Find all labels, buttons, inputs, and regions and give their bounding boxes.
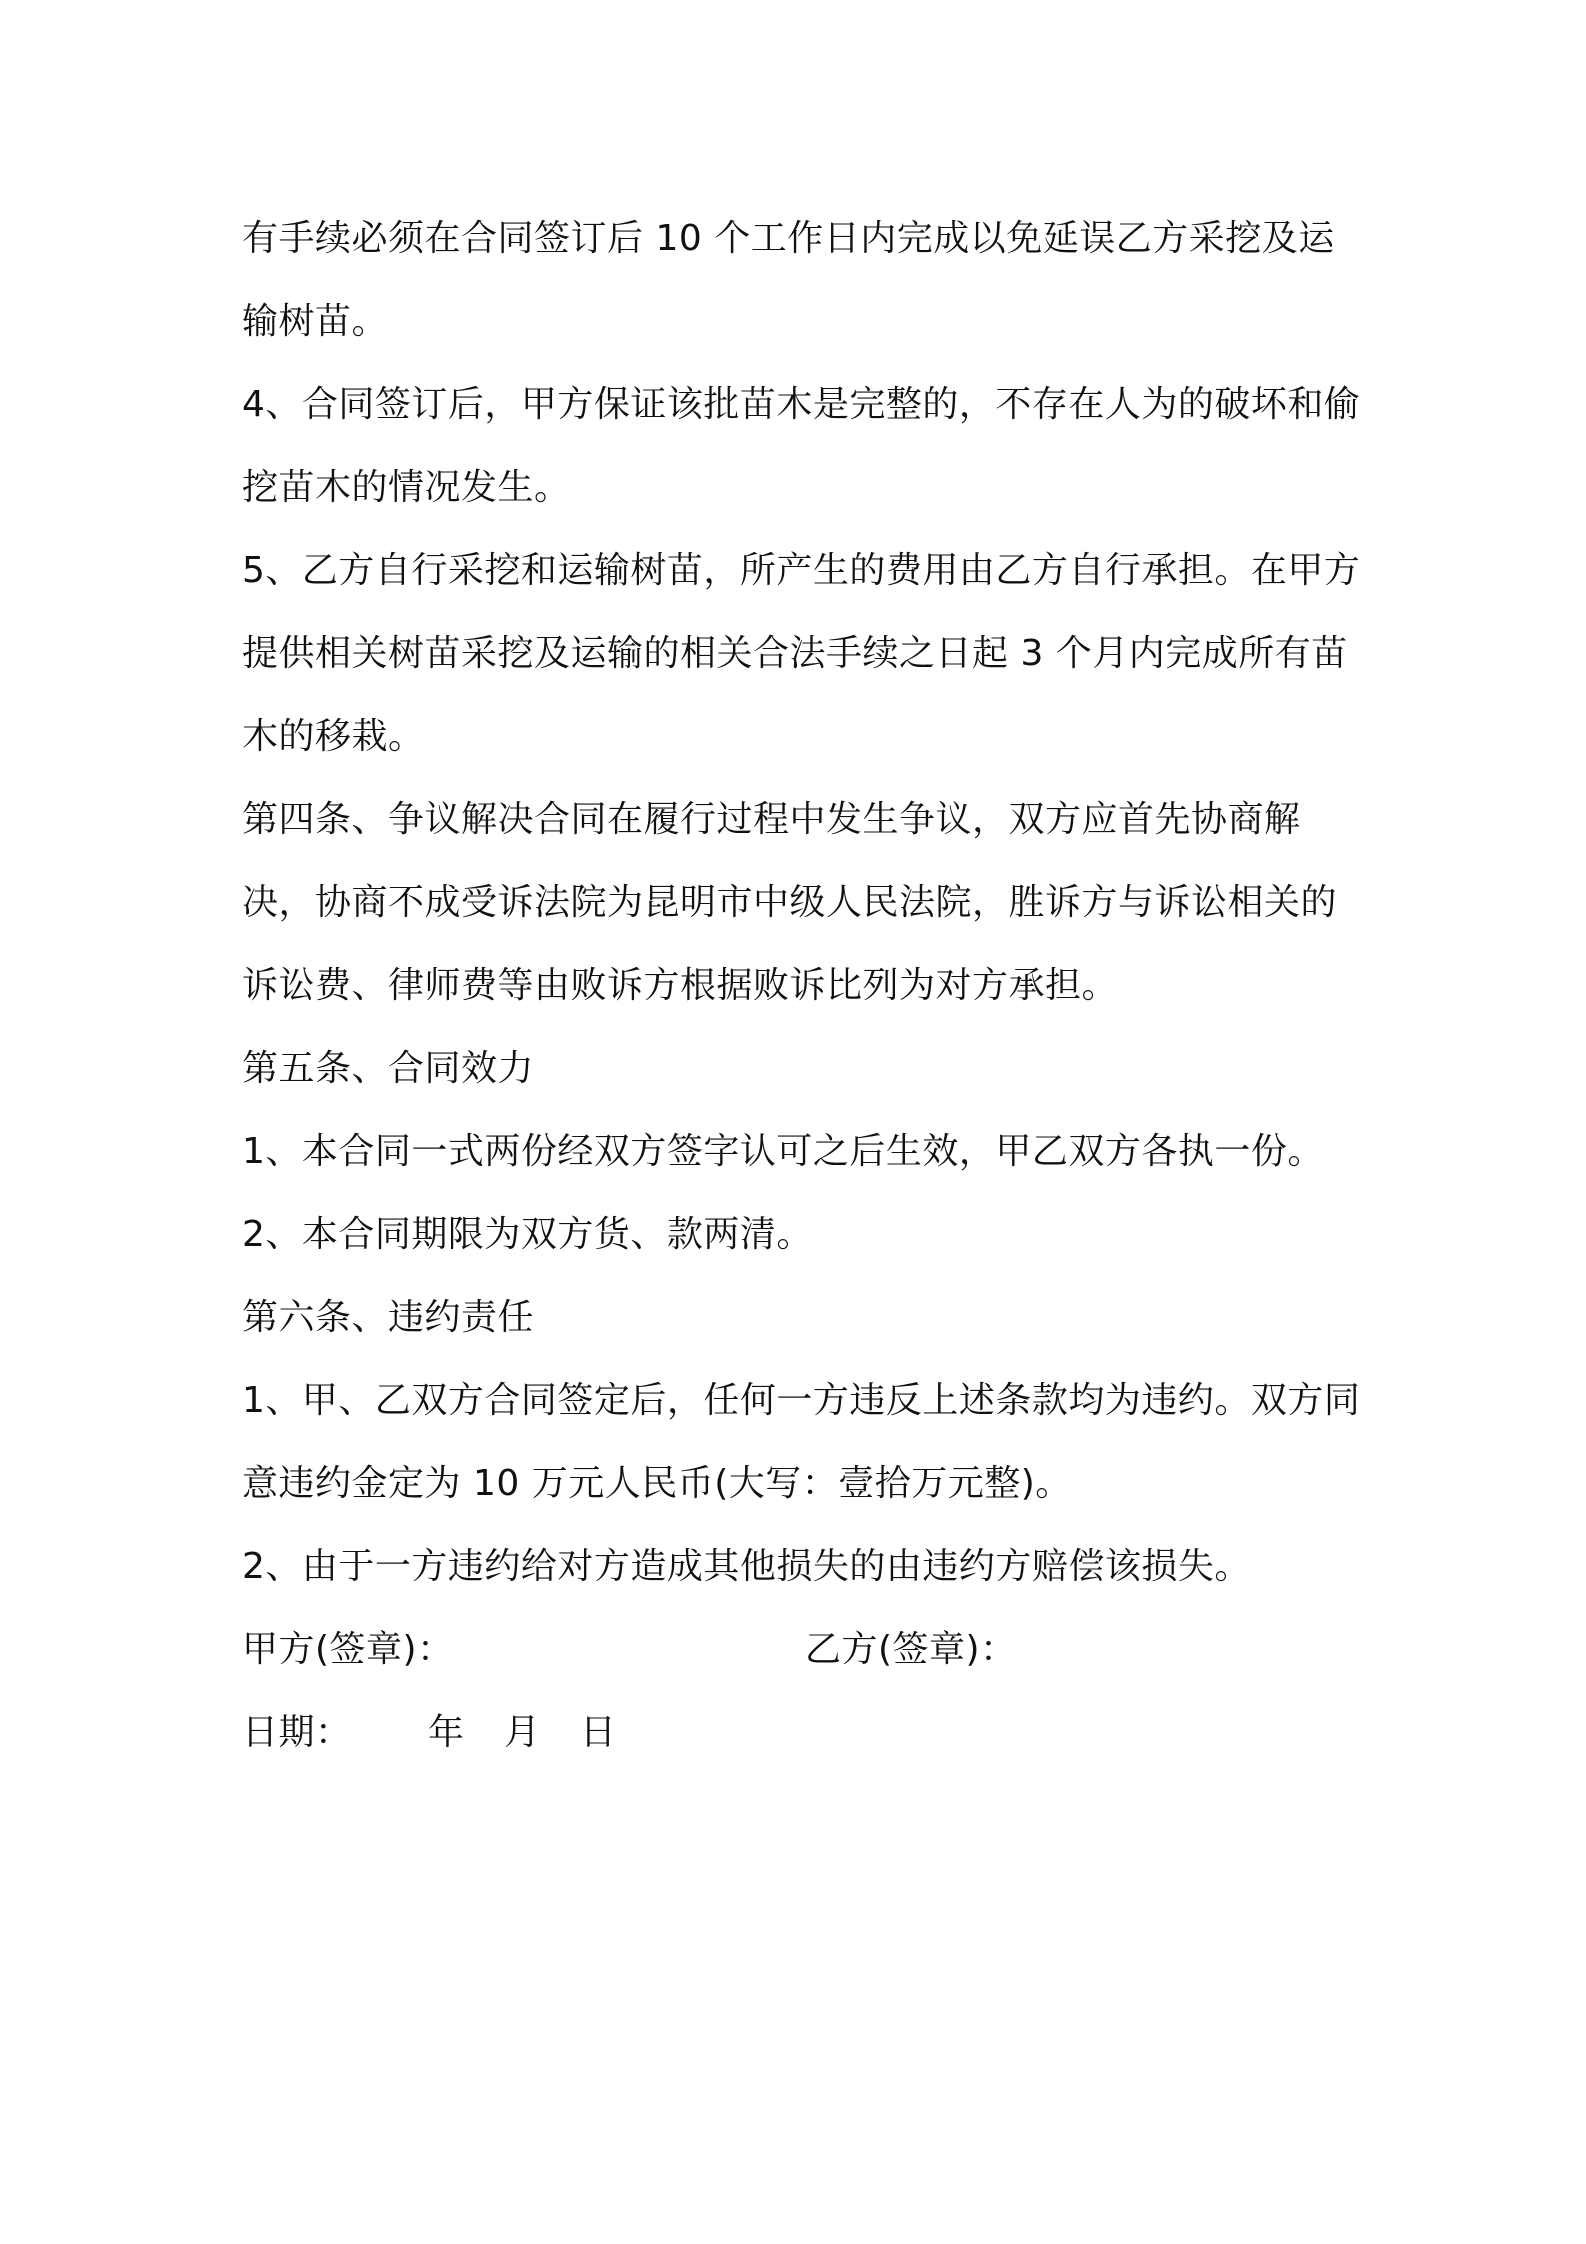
article-5-heading: 第五条、合同效力 xyxy=(242,1048,535,1089)
article-6-heading: 第六条、违约责任 xyxy=(242,1297,535,1338)
article-6-item-2: 2、由于一方违约给对方造成其他损失的由违约方赔偿该损失。 xyxy=(242,1546,1251,1587)
party-b-signature-label: 乙方(签章)： xyxy=(805,1629,1017,1670)
date-year-label: 年 xyxy=(428,1712,465,1753)
article-4-dispute-resolution: 第四条、争议解决合同在履行过程中发生争议，双方应首先协商解决，协商不成受诉法院为昆明市中级人民法院，胜诉方与诉讼相关的诉讼费、律师费等由败诉方根据败诉比列为对方承担。 xyxy=(242,799,1338,1006)
document-body xyxy=(242,197,1362,1774)
date-label: 日期： xyxy=(242,1712,352,1753)
date-row xyxy=(242,1691,1362,1774)
article-5-item-2: 2、本合同期限为双方货、款两清。 xyxy=(242,1214,813,1255)
date-day-label: 日 xyxy=(580,1712,617,1753)
article-5-item-1: 1、本合同一式两份经双方签字认可之后生效，甲乙双方各执一份。 xyxy=(242,1131,1324,1172)
party-a-signature-label: 甲方(签章)： xyxy=(242,1629,454,1670)
clause-3-item-5: 5、乙方自行采挖和运输树苗，所产生的费用由乙方自行承担。在甲方提供相关树苗采挖及运输的相关合法手续之日起 3 个月内完成所有苗木的移栽。 xyxy=(242,550,1361,757)
signature-row xyxy=(242,1608,1362,1691)
article-6-item-1: 1、甲、乙双方合同签定后，任何一方违反上述条款均为违约。双方同意违约金定为 10 万元人民币(大写：壹拾万元整)。 xyxy=(242,1380,1361,1504)
paragraph-procedures-continued: 有手续必须在合同签订后 10 个工作日内完成以免延误乙方采挖及运输树苗。 xyxy=(242,218,1335,342)
date-month-label: 月 xyxy=(504,1712,541,1753)
clause-3-item-4: 4、合同签订后，甲方保证该批苗木是完整的，不存在人为的破坏和偷挖苗木的情况发生。 xyxy=(242,384,1361,508)
